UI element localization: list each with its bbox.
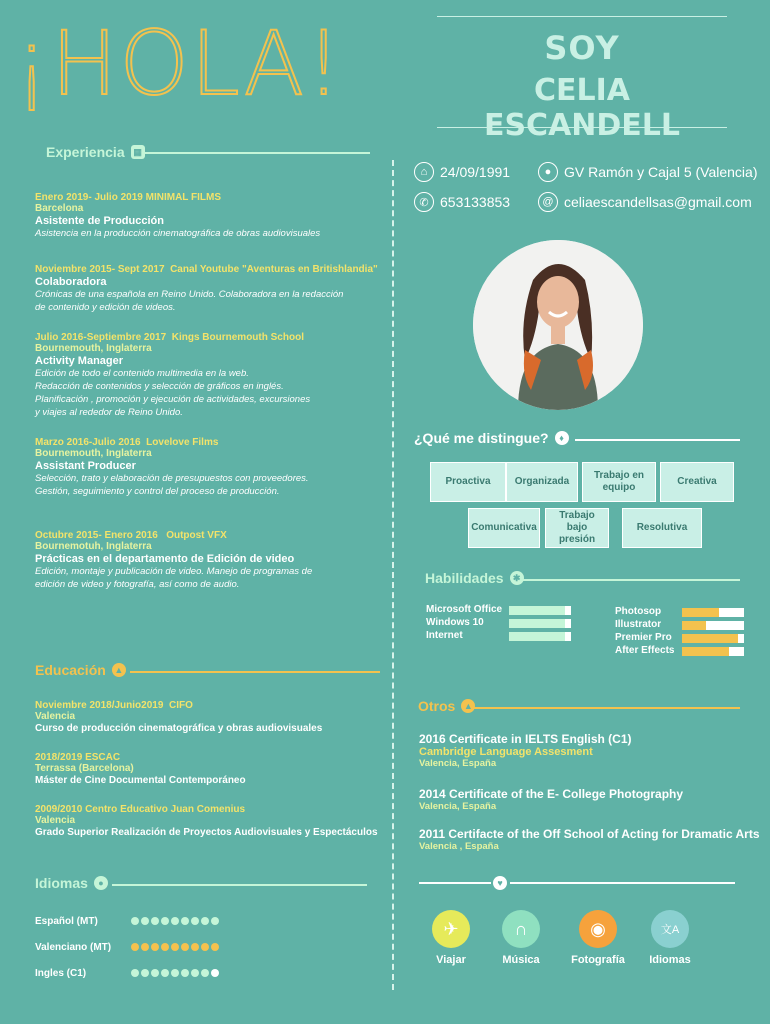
- skill-name: Illustrator: [615, 619, 662, 630]
- birthdate-row: [414, 162, 510, 182]
- translate-icon: 文A: [651, 910, 689, 948]
- exp-dates: Marzo 2016-Julio 2016: [35, 437, 141, 448]
- skills-heading: [425, 570, 524, 586]
- others-item: [419, 732, 764, 769]
- others-item: [419, 787, 764, 812]
- exp-org: Lovelove Films: [146, 437, 219, 448]
- edu-place: Valencia: [35, 815, 76, 826]
- skill-row: [615, 632, 745, 645]
- skill-bar-fill: [509, 606, 565, 615]
- exp-desc: de contenido y edición de videos.: [35, 302, 176, 313]
- edu-dates: Noviembre 2018/Junio2019: [35, 700, 164, 711]
- skill-bar-fill: [682, 634, 738, 643]
- level-dot: [181, 943, 189, 951]
- hobby-label: Idiomas: [649, 954, 691, 966]
- trait-tag: Proactiva: [430, 462, 506, 502]
- others-heading: [418, 698, 475, 714]
- camera-icon: ◉: [579, 910, 617, 948]
- level-dot: [171, 917, 179, 925]
- distingue-title: ¿Qué me distingue?: [414, 430, 549, 446]
- at-sign-icon: @: [538, 192, 558, 212]
- headphones-icon: ∩: [502, 910, 540, 948]
- level-dot: [171, 969, 179, 977]
- speech-bubble-icon: ●: [94, 876, 108, 890]
- exp-place: Bournemouth, Inglaterra: [35, 343, 152, 354]
- edu-degree: Curso de producción cinematográfica y obras audiovisuales: [35, 723, 323, 734]
- education-item: [35, 804, 395, 838]
- education-item: [35, 752, 395, 786]
- skill-name: After Effects: [615, 645, 675, 656]
- birthdate: 24/09/1991: [440, 164, 511, 180]
- exp-role: Asistente de Producción: [35, 215, 164, 227]
- skill-row: [615, 606, 745, 619]
- exp-desc: Asistencia en la producción cinematográfica de obras audiovisuales: [35, 228, 321, 239]
- soy-label: SOY: [544, 29, 620, 67]
- exp-dates: Noviembre 2015- Sept 2017: [35, 264, 165, 275]
- edu-org: CIFO: [168, 700, 193, 711]
- gear-icon: ✱: [510, 571, 524, 585]
- distingue-heading: [414, 430, 569, 446]
- trait-tag: Organizada: [506, 462, 578, 502]
- skills-title: Habilidades: [425, 570, 504, 586]
- other-place: Valencia, España: [419, 801, 497, 812]
- full-name: CELIA ESCANDELL: [483, 73, 681, 143]
- exp-desc: Gestión, seguimiento y control del proceso de producción.: [35, 486, 280, 497]
- language-row: [35, 934, 265, 960]
- experience-rule: [145, 152, 370, 154]
- language-name: Valenciano (MT): [35, 941, 112, 953]
- phone-icon: ✆: [414, 192, 434, 212]
- edu-degree: Máster de Cine Documental Contemporáneo: [35, 775, 246, 786]
- experience-title: Experiencia: [46, 144, 125, 160]
- exp-desc: edición de video y fotografía, así como de audio.: [35, 579, 240, 590]
- edu-degree: Grado Superior Realización de Proyectos Audiovisuales y Espectáculos: [35, 827, 378, 838]
- level-dot: [191, 943, 199, 951]
- education-title: Educación: [35, 662, 106, 678]
- edu-place: Valencia: [35, 711, 76, 722]
- level-dot: [211, 943, 219, 951]
- language-list: [35, 908, 265, 986]
- edu-org: ESCAC: [85, 752, 121, 763]
- skill-bar: [509, 606, 571, 615]
- skill-bar: [682, 634, 744, 643]
- languages-rule: [112, 884, 367, 886]
- exp-desc: Edición, montaje y publicación de video. Manejo de programas de: [35, 566, 313, 577]
- name-box: [437, 16, 727, 143]
- hobby-label: Viajar: [436, 954, 466, 966]
- language-level-dots: [131, 917, 219, 925]
- edu-dates: 2009/2010: [35, 804, 83, 815]
- level-dot: [131, 917, 139, 925]
- experience-item: [35, 192, 395, 240]
- skill-bar: [682, 647, 744, 656]
- other-title: 2014 Certificate of the E- College Photography: [419, 787, 684, 801]
- level-dot: [161, 943, 169, 951]
- exp-desc: Selección, trato y elaboración de presupuestos con proveedores.: [35, 473, 309, 484]
- education-item: [35, 700, 395, 734]
- other-sub: Cambridge Language Assesment: [419, 746, 593, 758]
- level-dot: [141, 943, 149, 951]
- skill-name: Premier Pro: [615, 632, 672, 643]
- other-title: 2016 Certificate in IELTS English (C1): [419, 732, 632, 746]
- exp-place: Bournemotuh, Inglaterra: [35, 541, 152, 552]
- skill-row: [426, 604, 576, 617]
- exp-role: Assistant Producer: [35, 460, 136, 472]
- hobby-label: Música: [502, 954, 540, 966]
- exp-desc: Crónicas de una española en Reino Unido. Colaboradora en la redacción: [35, 289, 344, 300]
- level-dot: [201, 943, 209, 951]
- profile-photo: [473, 240, 643, 410]
- level-dot: [161, 917, 169, 925]
- portrait-illustration: [473, 240, 643, 410]
- language-row: [35, 960, 265, 986]
- exp-desc: Planificación , promoción y ejecución de actividades, excursiones: [35, 394, 311, 405]
- experience-item: [35, 332, 395, 419]
- skill-bar: [509, 619, 571, 628]
- skill-bar-fill: [682, 647, 729, 656]
- location-pin-icon: ●: [538, 162, 558, 182]
- cake-icon: ⌂: [414, 162, 434, 182]
- level-dot: [141, 917, 149, 925]
- other-place: Valencia, España: [419, 758, 497, 769]
- language-name: Ingles (C1): [35, 967, 87, 979]
- exp-desc: y viajes al rededor de Reino Unido.: [35, 407, 183, 418]
- exp-org: Canal Youtube "Aventuras en Britishlandia": [170, 264, 378, 275]
- level-dot: [151, 943, 159, 951]
- trait-tag: Trabajo en equipo: [582, 462, 656, 502]
- edu-org: Centro Educativo Juan Comenius: [85, 804, 246, 815]
- level-dot: [141, 969, 149, 977]
- airplane-icon: ✈: [432, 910, 470, 948]
- skill-row: [615, 619, 745, 632]
- exp-role: Activity Manager: [35, 355, 124, 367]
- distingue-rule: [575, 439, 740, 441]
- level-dot: [201, 917, 209, 925]
- level-dot: [151, 969, 159, 977]
- skill-bar: [682, 621, 744, 630]
- edu-place: Terrassa (Barcelona): [35, 763, 134, 774]
- phone: 653133853: [440, 194, 511, 210]
- graduation-cap-icon: ▲: [112, 663, 126, 677]
- exp-dates: Julio 2016-Septiembre 2017: [35, 332, 167, 343]
- phone-row: [414, 192, 510, 212]
- skill-bar-fill: [509, 619, 565, 628]
- level-dot: [181, 917, 189, 925]
- skill-row: [426, 617, 576, 630]
- exp-org: MINIMAL FILMS: [145, 192, 221, 203]
- education-rule: [130, 671, 380, 673]
- trait-tag: Trabajo bajo presión: [545, 508, 609, 548]
- exp-place: Bournemouth, Inglaterra: [35, 448, 152, 459]
- languages-heading: [35, 875, 108, 891]
- hobby-item: [630, 910, 710, 966]
- skill-bar-fill: [682, 608, 719, 617]
- skills-rule: [520, 579, 740, 581]
- email-row[interactable]: [538, 192, 752, 212]
- trait-tag: Comunicativa: [468, 508, 540, 548]
- greeting-title: ¡HOLA!: [14, 12, 344, 115]
- trophy-icon: ♦: [555, 431, 569, 445]
- level-dot: [171, 943, 179, 951]
- exp-desc: Redacción de contenidos y selección de gráficos en inglés.: [35, 381, 284, 392]
- level-dot: [181, 969, 189, 977]
- other-title: 2011 Certifacte of the Off School of Acting for Dramatic Arts: [419, 827, 760, 841]
- exp-dates: Enero 2019- Julio 2019: [35, 192, 143, 203]
- hobbies-rule-right: [510, 882, 735, 884]
- email[interactable]: celiaescandellsas@gmail.com: [564, 194, 752, 210]
- skill-name: Windows 10: [426, 617, 484, 628]
- skills-left: [426, 604, 576, 643]
- others-rule: [474, 707, 740, 709]
- address: GV Ramón y Cajal 5 (Valencia): [564, 164, 758, 180]
- others-title: Otros: [418, 698, 456, 714]
- level-dot: [191, 917, 199, 925]
- graduation-cap-icon: ▲: [461, 699, 475, 713]
- language-level-dots: [131, 969, 219, 977]
- skill-name: Photosop: [615, 606, 662, 617]
- languages-title: Idiomas: [35, 875, 88, 891]
- exp-role: Prácticas en el departamento de Edición de video: [35, 553, 295, 565]
- experience-heading: [46, 144, 145, 160]
- skill-bar: [509, 632, 571, 641]
- exp-org: Outpost VFX: [166, 530, 227, 541]
- skill-name: Microsoft Office: [426, 604, 503, 615]
- level-dot: [191, 969, 199, 977]
- skill-bar-fill: [509, 632, 565, 641]
- trait-tag: Creativa: [660, 462, 734, 502]
- skill-name: Internet: [426, 630, 463, 641]
- hobby-item: [558, 910, 638, 966]
- exp-dates: Octubre 2015- Enero 2016: [35, 530, 158, 541]
- education-heading: [35, 662, 126, 678]
- level-dot: [131, 969, 139, 977]
- hobby-label: Fotografía: [571, 954, 625, 966]
- address-row: [538, 162, 757, 182]
- skill-bar-fill: [682, 621, 706, 630]
- skills-right: [615, 606, 745, 658]
- level-dot: [131, 943, 139, 951]
- hobbies-rule-left: [419, 882, 491, 884]
- level-dot: [151, 917, 159, 925]
- other-place: Valencia , España: [419, 841, 499, 852]
- skill-row: [615, 645, 745, 658]
- skill-bar: [682, 608, 744, 617]
- language-row: [35, 908, 265, 934]
- others-item: [419, 827, 764, 852]
- level-dot: [161, 969, 169, 977]
- experience-item: [35, 437, 395, 498]
- exp-desc: Edición de todo el contenido multimedia en la web.: [35, 368, 249, 379]
- level-dot: [211, 969, 219, 977]
- film-icon: ▦: [131, 145, 145, 159]
- experience-item: [35, 530, 395, 591]
- skill-row: [426, 630, 576, 643]
- trait-tag: Resolutiva: [622, 508, 702, 548]
- language-name: Español (MT): [35, 915, 98, 927]
- language-level-dots: [131, 943, 219, 951]
- hobby-item: [481, 910, 561, 966]
- heartbeat-icon: ♥: [493, 876, 507, 890]
- exp-role: Colaboradora: [35, 276, 107, 288]
- exp-place: Barcelona: [35, 203, 84, 214]
- experience-item: [35, 264, 395, 314]
- level-dot: [211, 917, 219, 925]
- exp-org: Kings Bournemouth School: [171, 332, 304, 343]
- hobby-item: [411, 910, 491, 966]
- edu-dates: 2018/2019: [35, 752, 83, 763]
- level-dot: [201, 969, 209, 977]
